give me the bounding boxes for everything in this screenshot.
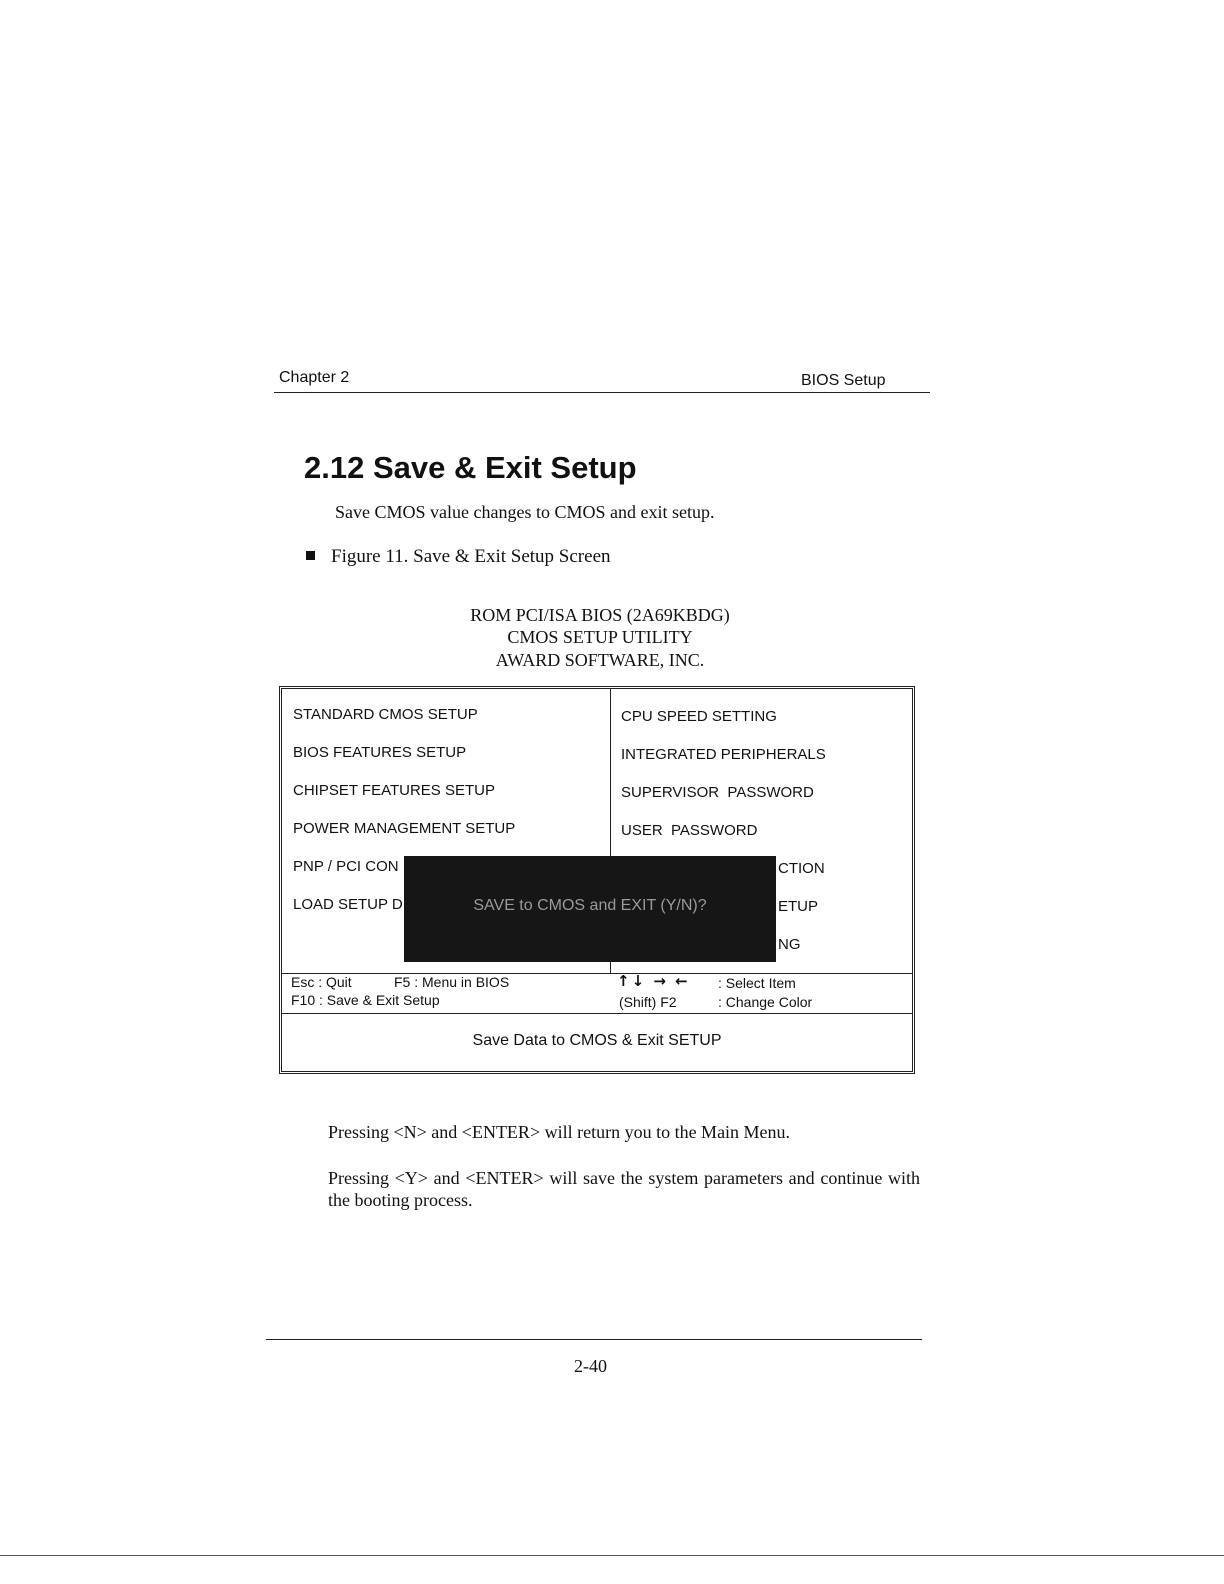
key-shift-f2: (Shift) F2 — [619, 994, 677, 1010]
menu-item-load-setup-defaults[interactable]: LOAD SETUP D — [293, 896, 403, 913]
section-title: 2.12 Save & Exit Setup — [304, 450, 637, 485]
paragraph-n-enter: Pressing <N> and <ENTER> will return you to the Main Menu. — [328, 1122, 791, 1142]
bios-title-line: ROM PCI/ISA BIOS (2A69KBDG) — [470, 605, 730, 625]
page-bottom-edge — [0, 1555, 1224, 1556]
menu-item-ide-hdd-detection[interactable]: CTION — [778, 860, 825, 877]
key-f10-save-exit: F10 : Save & Exit Setup — [291, 992, 440, 1008]
header-rule — [274, 392, 930, 393]
section-label: BIOS Setup — [801, 372, 886, 389]
menu-item-user-password[interactable]: USER PASSWORD — [621, 822, 758, 839]
figure-caption-text: Figure 11. Save & Exit Setup Screen — [331, 546, 611, 567]
chapter-label: Chapter 2 — [279, 369, 350, 386]
figure-caption — [306, 546, 611, 568]
footer-rule — [266, 1339, 922, 1340]
bios-title-line: CMOS SETUP UTILITY — [507, 627, 693, 647]
key-esc-quit: Esc : Quit — [291, 974, 352, 990]
bios-title-line: AWARD SOFTWARE, INC. — [495, 650, 705, 670]
status-divider — [282, 1013, 912, 1014]
arrow-keys-icon: ↑↓ → ← — [617, 972, 690, 990]
square-bullet-icon — [306, 551, 315, 560]
save-exit-prompt: SAVE to CMOS and EXIT (Y/N)? — [473, 897, 707, 914]
paragraph-y-enter: Pressing <Y> and <ENTER> will save the system parameters and continue with the booting process. — [328, 1168, 920, 1210]
menu-item-power-management-setup[interactable]: POWER MANAGEMENT SETUP — [293, 820, 516, 837]
section-description: Save CMOS value changes to CMOS and exit setup. — [335, 502, 715, 522]
menu-item-supervisor-password[interactable]: SUPERVISOR PASSWORD — [621, 784, 814, 801]
menu-item-standard-cmos-setup[interactable]: STANDARD CMOS SETUP — [293, 706, 478, 723]
menu-item-pnp-pci-configuration[interactable]: PNP / PCI CON — [293, 858, 399, 875]
menu-item-save-exit-setup[interactable]: ETUP — [778, 898, 819, 915]
menu-item-bios-features-setup[interactable]: BIOS FEATURES SETUP — [293, 744, 467, 761]
key-f5-menu: F5 : Menu in BIOS — [394, 974, 510, 990]
menu-item-exit-without-saving[interactable]: NG — [778, 936, 801, 953]
key-change-color: : Change Color — [718, 994, 813, 1010]
menu-item-chipset-features-setup[interactable]: CHIPSET FEATURES SETUP — [293, 782, 495, 799]
page-number: 2-40 — [574, 1356, 607, 1376]
menu-item-integrated-peripherals[interactable]: INTEGRATED PERIPHERALS — [621, 746, 826, 763]
status-message: Save Data to CMOS & Exit SETUP — [472, 1032, 722, 1049]
menu-item-cpu-speed-setting[interactable]: CPU SPEED SETTING — [621, 708, 777, 725]
key-select-item: : Select Item — [718, 975, 796, 991]
keys-divider — [282, 973, 912, 974]
